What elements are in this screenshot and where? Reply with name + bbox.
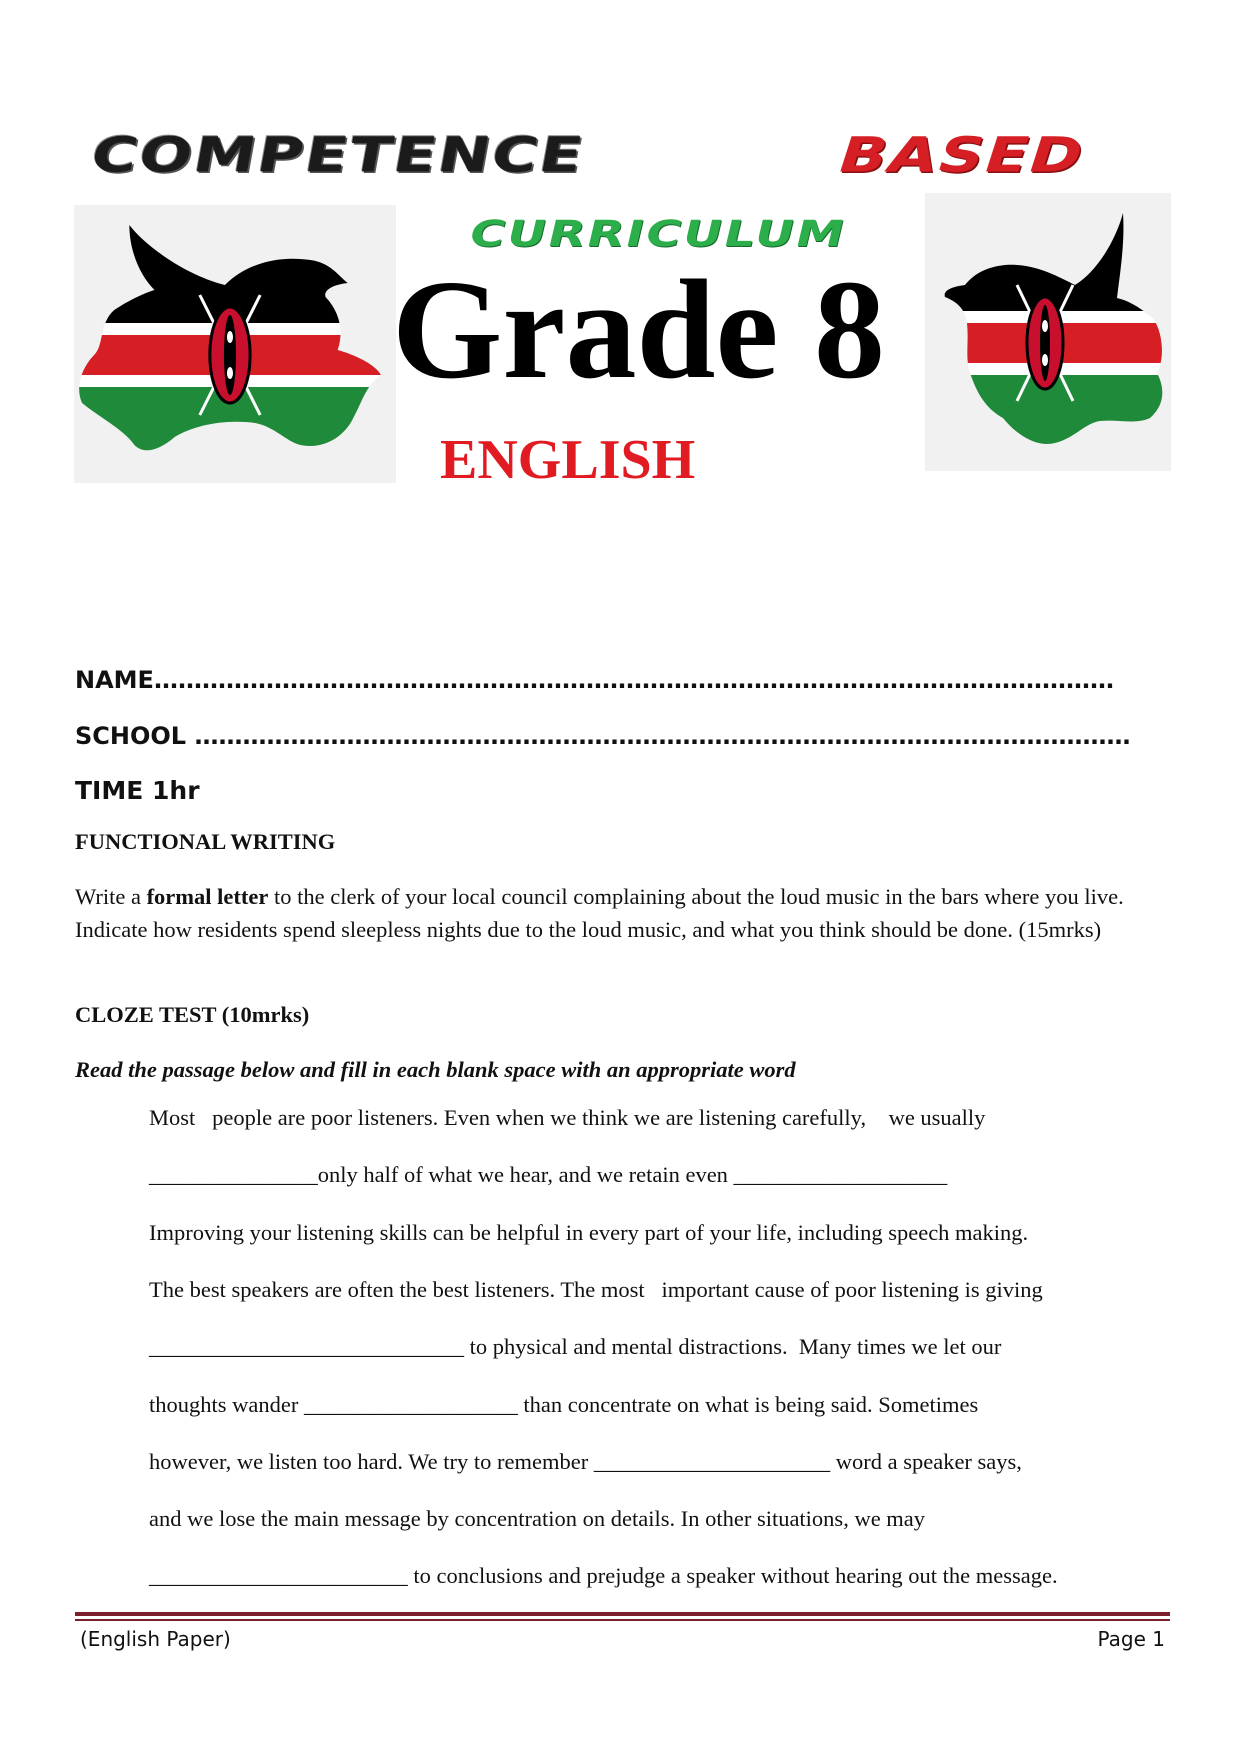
passage-line: however, we listen too hard. We try to remember _____________________ word a speaker says, <box>149 1449 1022 1474</box>
kenya-dove-icon <box>925 193 1171 471</box>
passage-line: _______________only half of what we hear, and we retain even ___________________ <box>149 1162 948 1187</box>
fw-text-before: Write a <box>75 884 147 909</box>
fw-text-bold: formal letter <box>146 884 269 909</box>
footer-divider-thin <box>75 1619 1170 1621</box>
functional-writing-question <box>75 880 1165 946</box>
fw-text-after: to the clerk of your local council complaining about the loud music in the bars where you live. Indicate how residents spend sleepless nights due to the loud music, and what you think should be done. (15mrks) <box>75 884 1124 942</box>
name-field[interactable]: NAME………………………………………………………………………………………………………… <box>75 666 1114 694</box>
cloze-instruction: Read the passage below and fill in each blank space with an appropriate word <box>75 1057 796 1082</box>
kenya-dove-icon <box>74 205 396 483</box>
passage-line: Most people are poor listeners. Even when we think we are listening carefully, we usually <box>149 1105 986 1130</box>
kenya-dove-right-image <box>925 193 1171 471</box>
footer-paper-label: (English Paper) <box>80 1627 231 1651</box>
passage-line: _______________________ to conclusions and prejudge a speaker without hearing out the message. <box>149 1563 1058 1588</box>
footer-page-number: Page 1 <box>1097 1627 1165 1651</box>
passage-line: The best speakers are often the best listeners. The most important cause of poor listening is giving <box>149 1277 1043 1302</box>
wordart-competence: COMPETENCE <box>86 126 590 183</box>
kenya-dove-left-image <box>74 205 396 483</box>
subject-title: ENGLISH <box>440 429 696 491</box>
school-field[interactable]: SCHOOL ……………………………………………………………………………………………………… <box>75 722 1131 750</box>
cloze-test-heading: CLOZE TEST (10mrks) <box>75 1002 310 1027</box>
passage-line: and we lose the main message by concentration on details. In other situations, we may <box>149 1506 926 1531</box>
passage-line: ____________________________ to physical and mental distractions. Many times we let our <box>149 1334 1002 1359</box>
time-label: TIME 1hr <box>75 776 200 805</box>
passage-line: Improving your listening skills can be helpful in every part of your life, including speech making. <box>149 1220 1029 1245</box>
footer-divider <box>75 1612 1170 1616</box>
functional-writing-heading: FUNCTIONAL WRITING <box>75 829 336 854</box>
passage-line: thoughts wander ___________________ than concentrate on what is being said. Sometimes <box>149 1392 979 1417</box>
wordart-based: BASED <box>830 126 1093 183</box>
grade-title: Grade 8 <box>392 250 885 408</box>
wordart-curriculum: CURRICULUM <box>465 213 851 255</box>
